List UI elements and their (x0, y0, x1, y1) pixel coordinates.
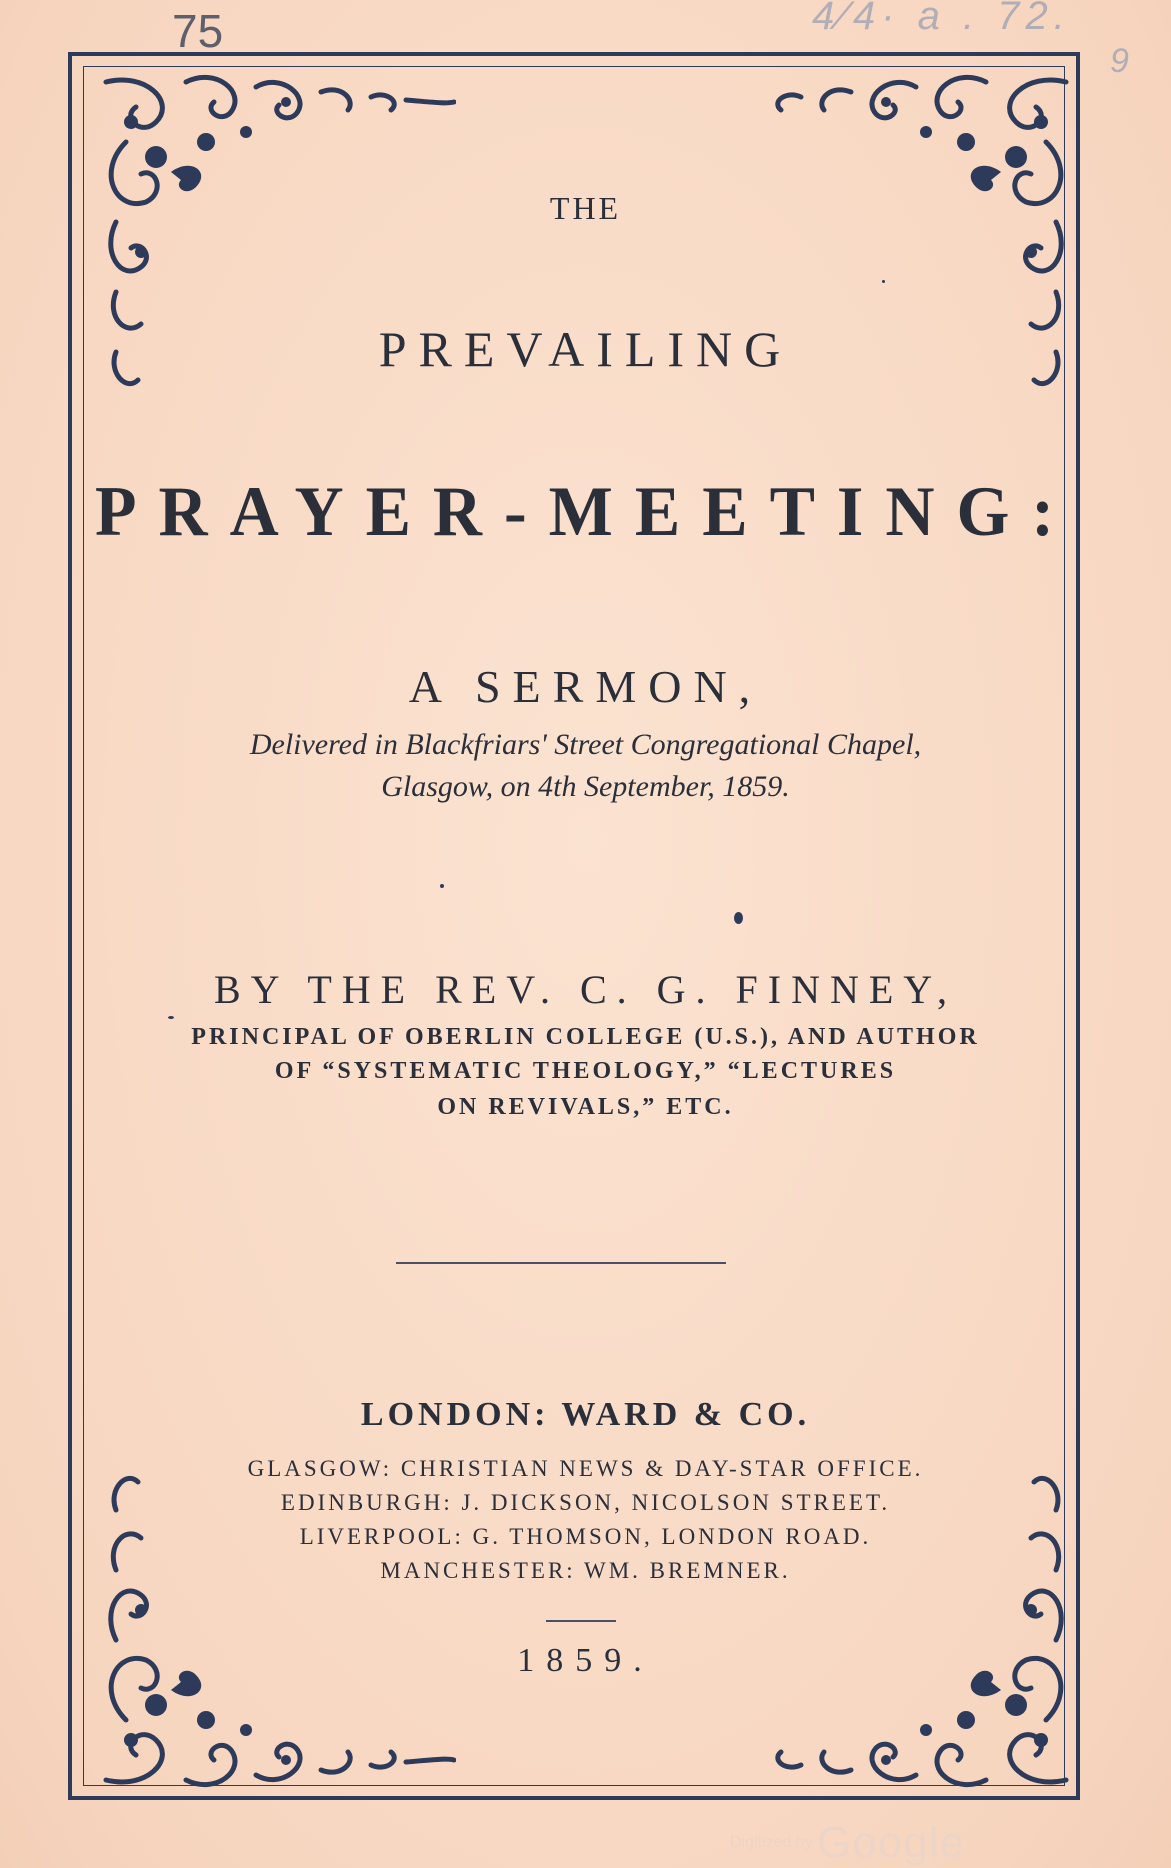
ink-speck (440, 884, 444, 888)
ink-speck (734, 912, 743, 924)
divider-rule (396, 1262, 726, 1264)
imprint-liverpool: LIVERPOOL: G. THOMSON, LONDON ROAD. (299, 1524, 872, 1549)
imprint-manchester: MANCHESTER: WM. BREMNER. (380, 1558, 791, 1583)
imprint-glasgow: GLASGOW: CHRISTIAN NEWS & DAY-STAR OFFICE. (247, 1456, 924, 1481)
subtitle-delivered-line1: Delivered in Blackfriars' Street Congregational Chapel, (249, 728, 922, 761)
pencil-shelfmark-sub: 9 (1110, 42, 1129, 80)
title-line-prevailing: PREVAILING (378, 321, 793, 377)
imprint-london: LONDON: WARD & CO. (360, 1396, 811, 1433)
imprint-edinburgh: EDINBURGH: J. DICKSON, NICOLSON STREET. (280, 1490, 891, 1515)
subtitle-delivered-line2: Glasgow, on 4th September, 1859. (381, 770, 790, 803)
watermark-brand: Google (817, 1818, 966, 1867)
ink-speck (882, 280, 885, 283)
author-credentials-line2: OF “SYSTEMATIC THEOLOGY,” “LECTURES (274, 1058, 897, 1084)
author-credentials-line1: PRINCIPAL OF OBERLIN COLLEGE (U.S.), AND AUTHOR (191, 1024, 980, 1050)
pencil-shelfmark: 4⁄4· a . 72. (812, 0, 1071, 38)
digitized-watermark (730, 1818, 965, 1868)
subtitle-heading: A SERMON, (408, 661, 763, 712)
author-credentials-line3: ON REVIVALS,” ETC. (437, 1094, 734, 1120)
pencil-shelfmark-number: 75 (172, 5, 224, 57)
ink-speck (168, 1016, 174, 1019)
title-line-the: THE (549, 190, 622, 226)
author-byline: BY THE REV. C. G. FINNEY, (213, 967, 958, 1012)
title-line-prayer-meeting: PRAYER-MEETING: (94, 471, 1077, 551)
imprint-year: 1859. (517, 1642, 654, 1679)
year-rule (546, 1620, 616, 1622)
watermark-prefix: Digitized by (730, 1834, 813, 1851)
